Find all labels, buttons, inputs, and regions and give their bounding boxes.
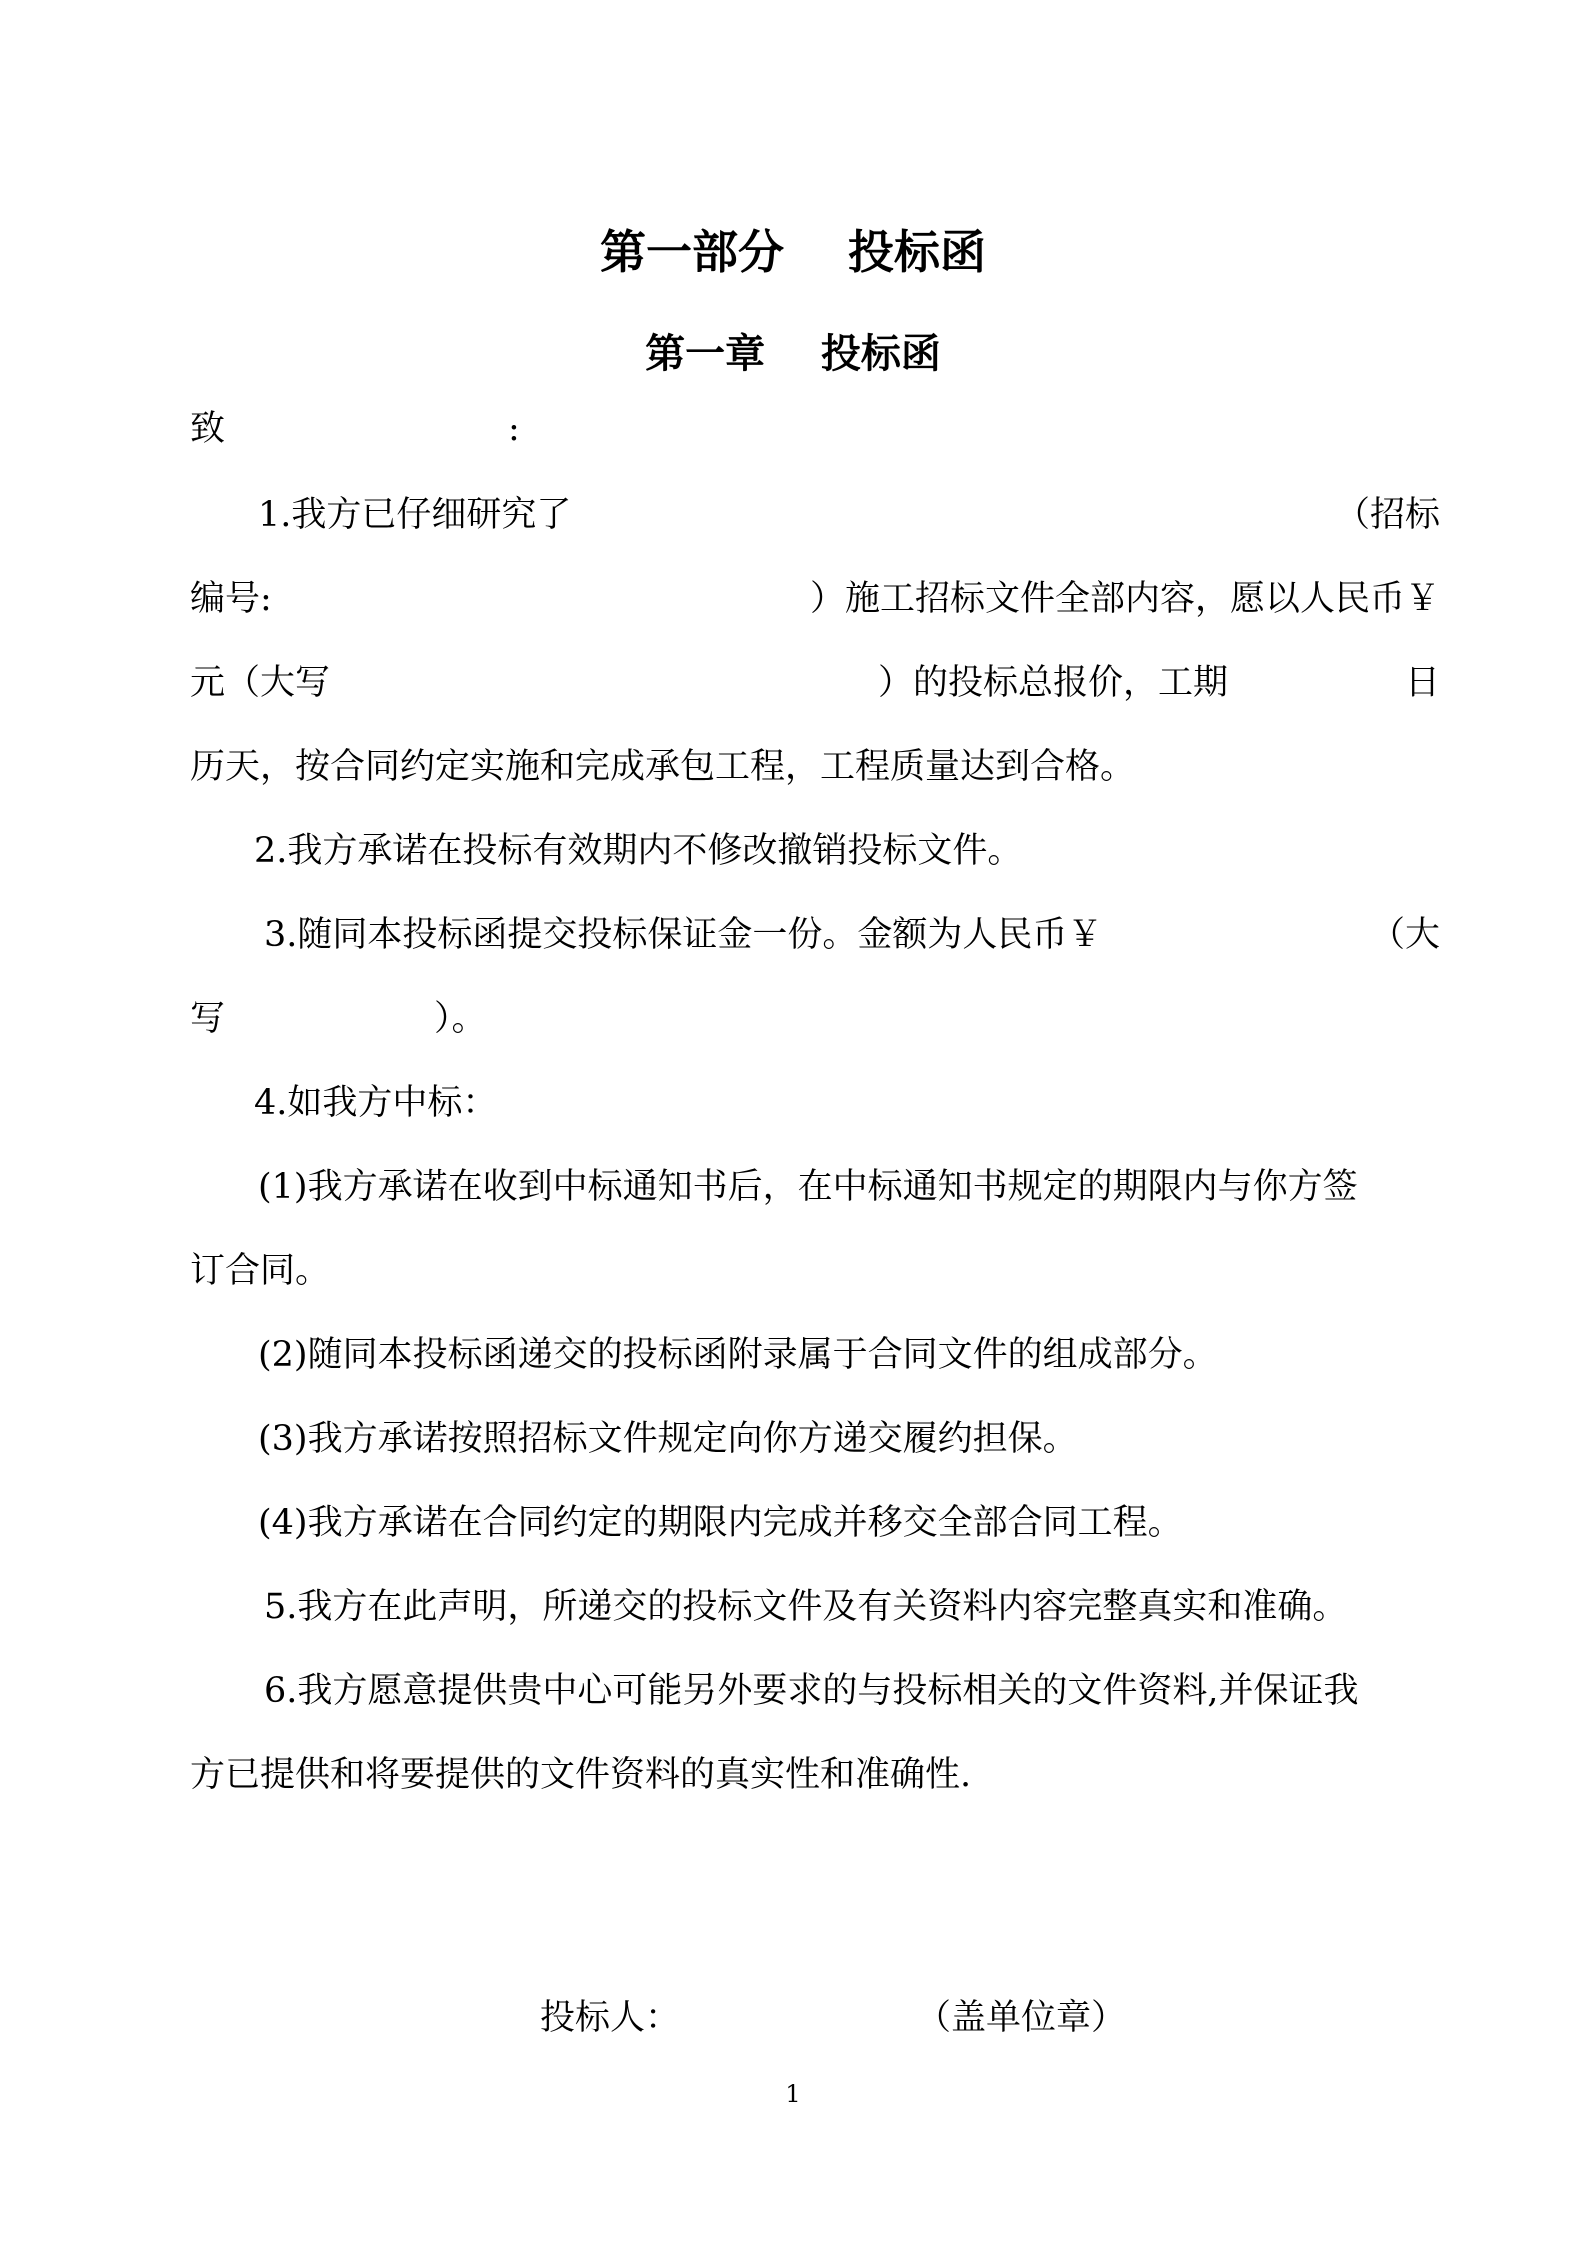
part-title: 第一部分 投标函 [599, 225, 987, 279]
item1-line2-end: ）施工招标文件全部内容，愿以人民币￥ [809, 579, 1440, 619]
item3-line1 [190, 912, 1440, 958]
item1-line2-start: 编号: [190, 579, 272, 619]
item6-line2: 方已提供和将要提供的文件资料的真实性和准确性. [190, 1755, 972, 1795]
item3-line1-start: 3.随同本投标函提交投标保证金一份。金额为人民币￥ [264, 915, 1103, 955]
bidder-label: 投标人： [540, 1998, 681, 2038]
item1-line1 [190, 492, 1440, 538]
item5-line: 5.我方在此声明，所递交的投标文件及有关资料内容完整真实和准确。 [264, 1587, 1348, 1627]
item1-line2 [190, 576, 1440, 622]
chapter-title: 第一章 投标函 [645, 330, 941, 377]
item4-heading: 4.如我方中标： [254, 1083, 498, 1123]
item4-sub3: (3)我方承诺按照招标文件规定向你方递交履约担保。 [258, 1419, 1078, 1459]
item3-line1-end: （大 [1369, 915, 1440, 955]
item4-sub2: (2)随同本投标函递交的投标函附录属于合同文件的组成部分。 [258, 1335, 1218, 1375]
item4-sub4: (4)我方承诺在合同约定的期限内完成并移交全部合同工程。 [258, 1503, 1183, 1543]
item2-line: 2.我方承诺在投标有效期内不修改撤销投标文件。 [254, 831, 1023, 871]
item1-line3-mid: ）的投标总报价，工期 [878, 663, 1229, 703]
item1-line1-end: （招标 [1334, 495, 1440, 535]
salutation-line [190, 406, 1440, 452]
salutation-colon: : [508, 409, 520, 449]
item3-line2-end: ）。 [434, 999, 487, 1039]
item4-sub1-line1: (1)我方承诺在收到中标通知书后，在中标通知书规定的期限内与你方签 [258, 1167, 1358, 1207]
page-number: 1 [785, 2080, 801, 2108]
item1-line3-start: 元（大写 [190, 663, 331, 703]
salutation-to: 致 [190, 409, 226, 449]
seal-note: （盖单位章） [916, 1998, 1127, 2038]
item1-line3 [190, 660, 1440, 706]
item1-line4: 历天，按合同约定实施和完成承包工程，工程质量达到合格。 [190, 747, 1136, 787]
item1-line1-start: 1.我方已仔细研究了 [258, 495, 572, 535]
item6-line1: 6.我方愿意提供贵中心可能另外要求的与投标相关的文件资料,并保证我 [264, 1671, 1359, 1711]
item4-sub1-line2: 订合同。 [190, 1251, 331, 1291]
item3-line2 [190, 996, 1440, 1042]
item3-line2-start: 写 [190, 999, 226, 1039]
item1-line3-end: 日 [1404, 663, 1440, 703]
